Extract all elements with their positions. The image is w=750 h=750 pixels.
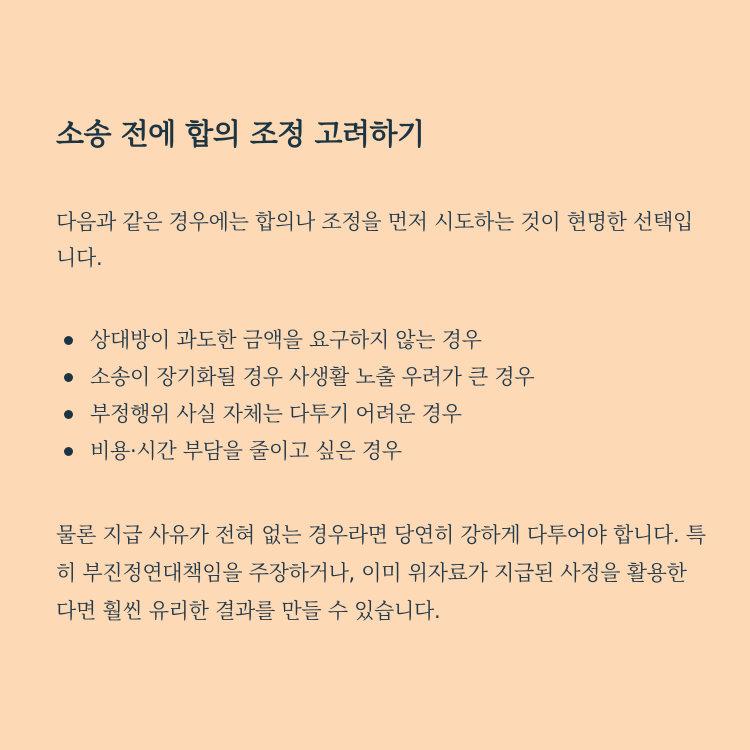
list-item bbox=[56, 359, 706, 396]
list-item-text: 비용·시간 부담을 줄이고 싶은 경우 bbox=[90, 439, 402, 463]
bullet-dot-icon bbox=[64, 410, 73, 419]
list-item-text: 소송이 장기화될 경우 사생활 노출 우려가 큰 경우 bbox=[90, 365, 535, 389]
list-item-text: 부정행위 사실 자체는 다투기 어려운 경우 bbox=[90, 402, 462, 426]
page-title: 소송 전에 합의 조정 고려하기 bbox=[56, 117, 425, 151]
list-item bbox=[56, 396, 706, 433]
intro-paragraph: 다음과 같은 경우에는 합의나 조정을 먼저 시도하는 것이 현명한 선택입니다. bbox=[56, 210, 693, 270]
bullet-dot-icon bbox=[64, 336, 73, 345]
list-item-text: 상대방이 과도한 금액을 요구하지 않는 경우 bbox=[90, 328, 482, 352]
bullet-dot-icon bbox=[64, 447, 73, 456]
content-card bbox=[56, 112, 706, 630]
closing-paragraph: 물론 지급 사유가 전혀 없는 경우라면 당연히 강하게 다투어야 합니다. 특히 부진정연대책임을 주장하거나, 이미 위자료가 지급된 사정을 활용한다면 훨씬 유리한 결과를 만들 수 있습니다. bbox=[56, 523, 706, 623]
bullet-dot-icon bbox=[64, 373, 73, 382]
list-item bbox=[56, 433, 706, 470]
list-item bbox=[56, 322, 706, 359]
bullet-list bbox=[56, 322, 706, 470]
